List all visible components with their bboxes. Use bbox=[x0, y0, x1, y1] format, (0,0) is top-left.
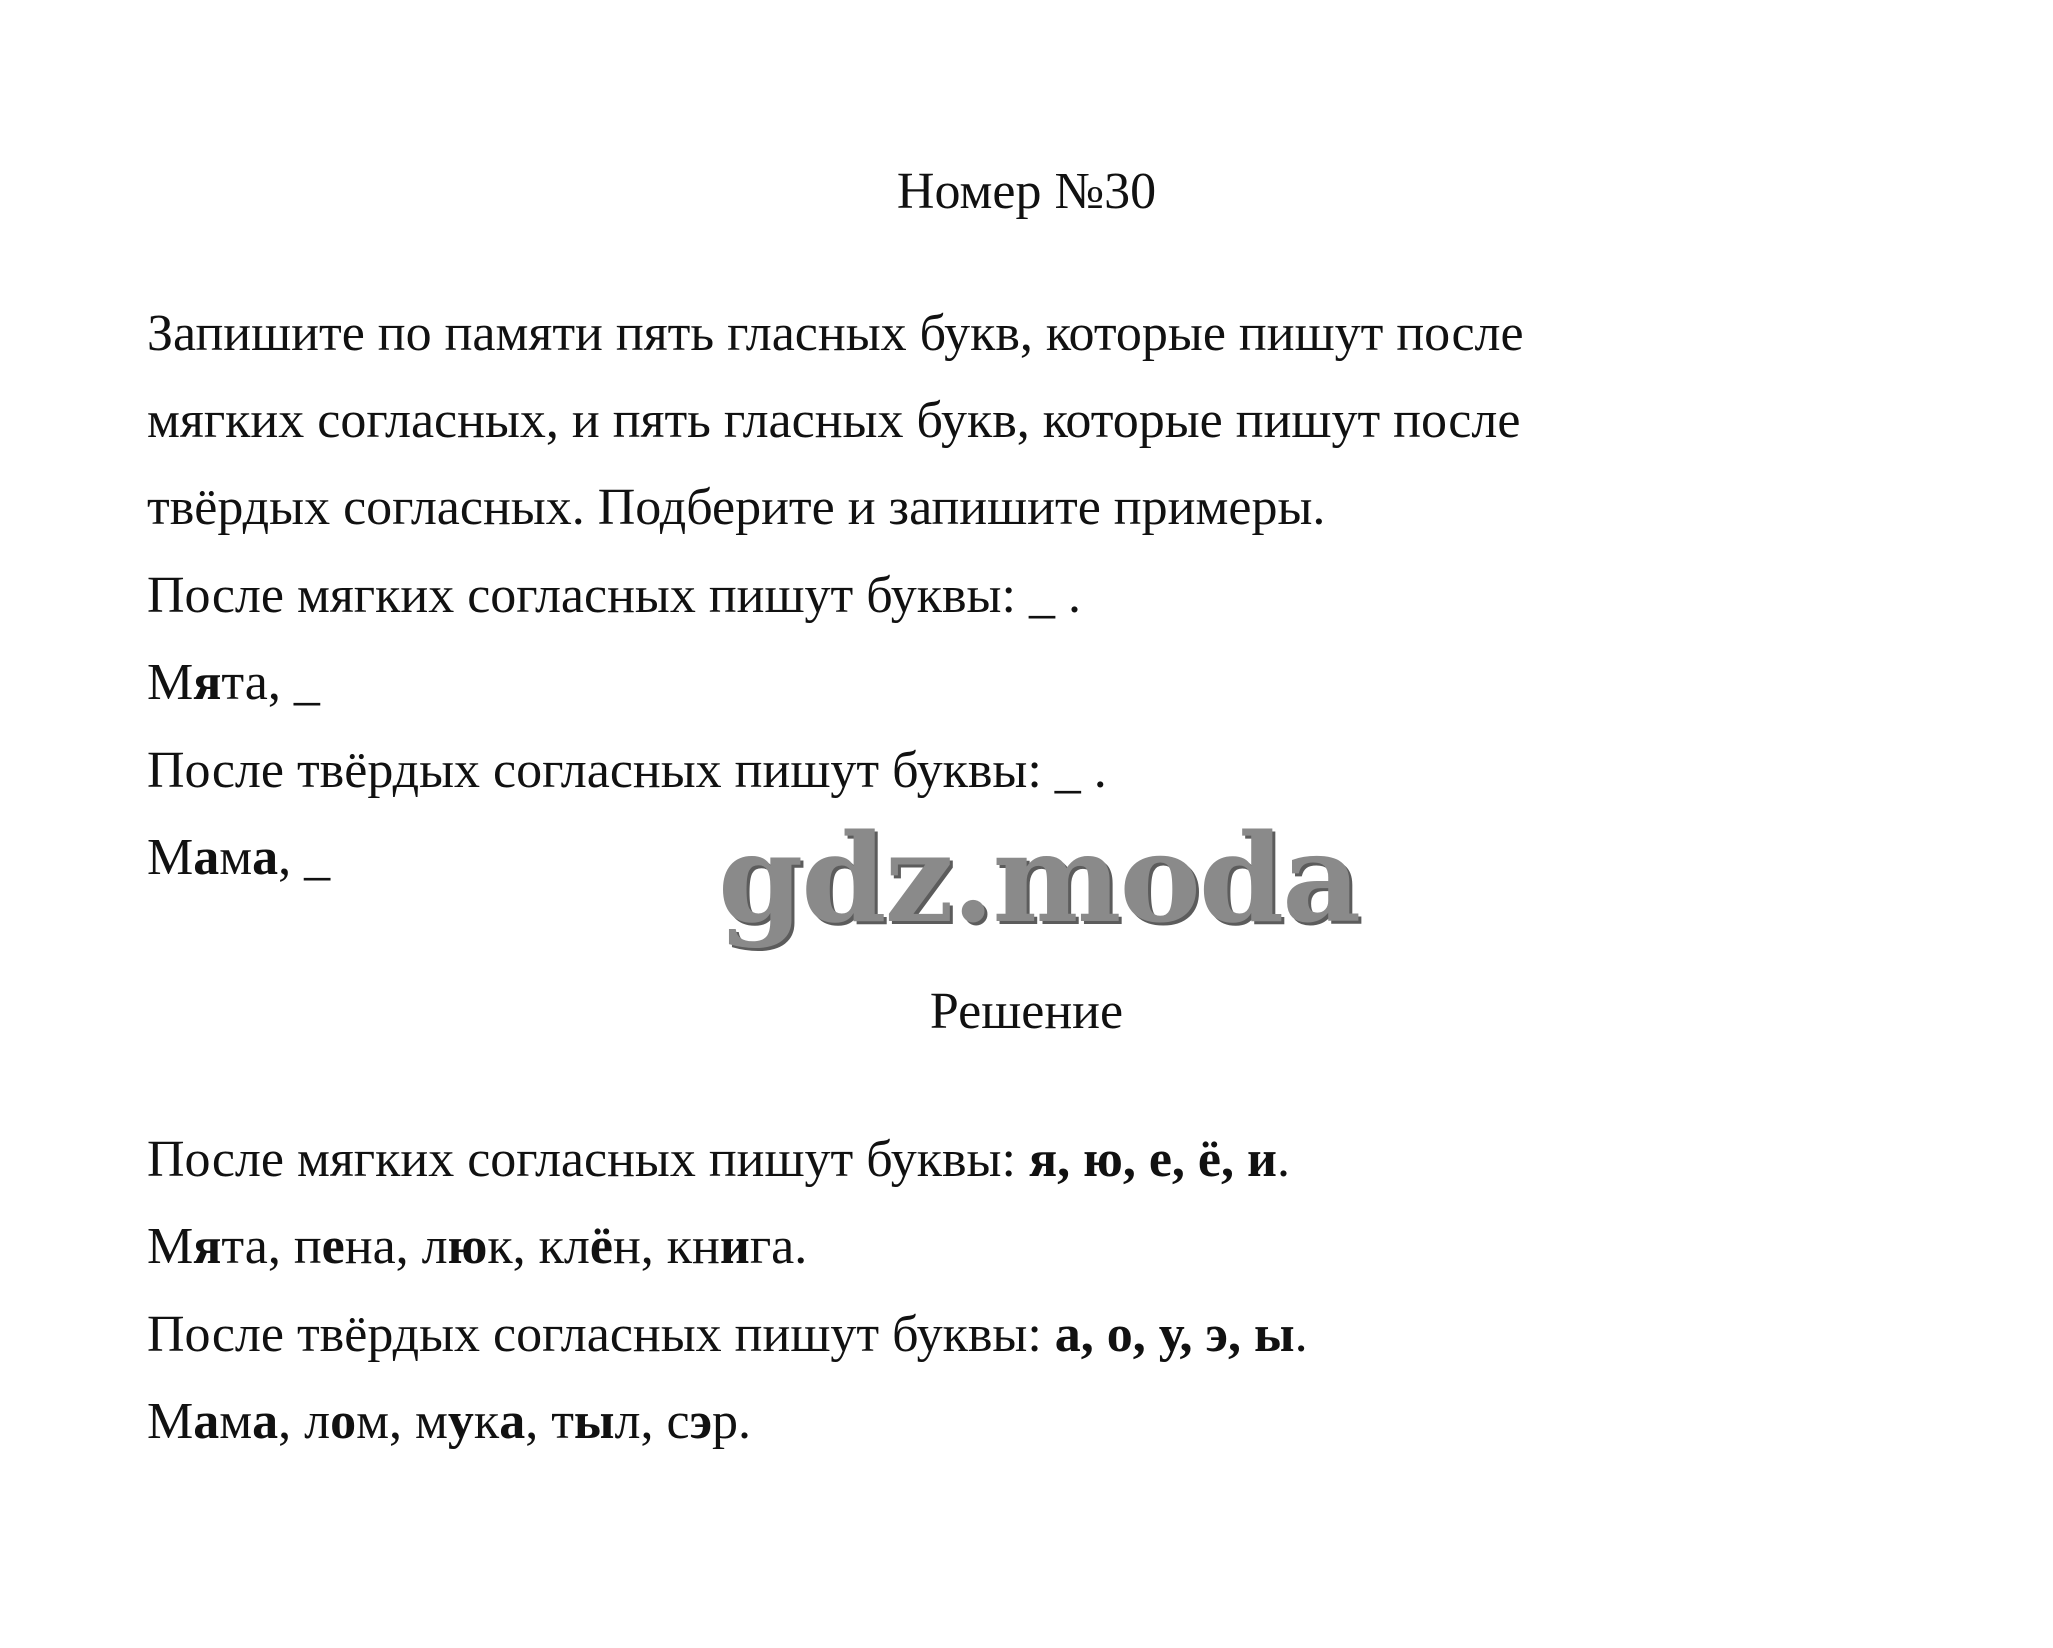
text-fragment: , т bbox=[525, 1393, 574, 1450]
text-fragment: м, м bbox=[356, 1393, 448, 1450]
bold-vowel: а bbox=[252, 829, 279, 886]
task-hard-example bbox=[147, 828, 330, 888]
bold-vowel: я bbox=[193, 654, 222, 711]
text-fragment: та, _ bbox=[221, 654, 320, 711]
text-fragment: , _ bbox=[278, 829, 331, 886]
bold-vowel: а bbox=[193, 829, 220, 886]
text-fragment: м bbox=[219, 1393, 253, 1450]
text-fragment: М bbox=[147, 1218, 194, 1275]
text-fragment: на, л bbox=[344, 1218, 448, 1275]
solution-soft-examples bbox=[147, 1217, 807, 1277]
bold-vowel: ы bbox=[573, 1393, 615, 1450]
text-fragment: . bbox=[1294, 1306, 1308, 1363]
text-fragment: , л bbox=[278, 1393, 331, 1450]
text-fragment: После мягких согласных пишут буквы: bbox=[147, 1131, 1029, 1188]
text-fragment: га. bbox=[749, 1218, 808, 1275]
bold-vowel: о bbox=[330, 1393, 357, 1450]
page-title: Номер №30 bbox=[896, 163, 1157, 220]
bold-vowel: и bbox=[719, 1218, 750, 1275]
watermark-logo: gdz.moda bbox=[718, 806, 1360, 950]
solution-hard-examples bbox=[147, 1392, 751, 1452]
task-text-line-2: мягких согласных, и пять гласных букв, которые пишут после bbox=[147, 392, 1521, 449]
task-text-line-1: Запишите по памяти пять гласных букв, которые пишут после bbox=[147, 305, 1524, 362]
solution-heading: Решение bbox=[929, 983, 1124, 1040]
text-fragment: М bbox=[147, 654, 194, 711]
bold-vowel: е bbox=[321, 1218, 345, 1275]
text-fragment: н, кн bbox=[612, 1218, 720, 1275]
bold-vowel: ю bbox=[447, 1218, 488, 1275]
text-fragment: М bbox=[147, 1393, 194, 1450]
bold-vowel: я bbox=[193, 1218, 222, 1275]
text-fragment: м bbox=[219, 829, 253, 886]
text-fragment: После твёрдых согласных пишут буквы: bbox=[147, 1306, 1055, 1363]
bold-vowel: у bbox=[447, 1393, 474, 1450]
bold-vowel: э bbox=[689, 1393, 713, 1450]
task-hard-rule: После твёрдых согласных пишут буквы: _ . bbox=[147, 742, 1107, 799]
solution-hard-rule bbox=[147, 1305, 1308, 1365]
text-fragment: та, п bbox=[221, 1218, 322, 1275]
bold-vowel: а bbox=[193, 1393, 220, 1450]
task-soft-rule: После мягких согласных пишут буквы: _ . bbox=[147, 567, 1081, 624]
task-soft-example bbox=[147, 653, 320, 713]
bold-vowel: а bbox=[499, 1393, 526, 1450]
bold-letters: я, ю, е, ё, и bbox=[1028, 1131, 1277, 1188]
text-fragment: М bbox=[147, 829, 194, 886]
text-fragment: л, с bbox=[614, 1393, 690, 1450]
bold-vowel: ё bbox=[589, 1218, 613, 1275]
solution-soft-rule bbox=[147, 1130, 1290, 1190]
text-fragment: . bbox=[1276, 1131, 1290, 1188]
text-fragment: к bbox=[473, 1393, 500, 1450]
text-fragment: к, кл bbox=[487, 1218, 590, 1275]
bold-letters: а, о, у, э, ы bbox=[1054, 1306, 1295, 1363]
text-fragment: р. bbox=[712, 1393, 752, 1450]
task-text-line-3: твёрдых согласных. Подберите и запишите примеры. bbox=[147, 479, 1326, 536]
bold-vowel: а bbox=[252, 1393, 279, 1450]
